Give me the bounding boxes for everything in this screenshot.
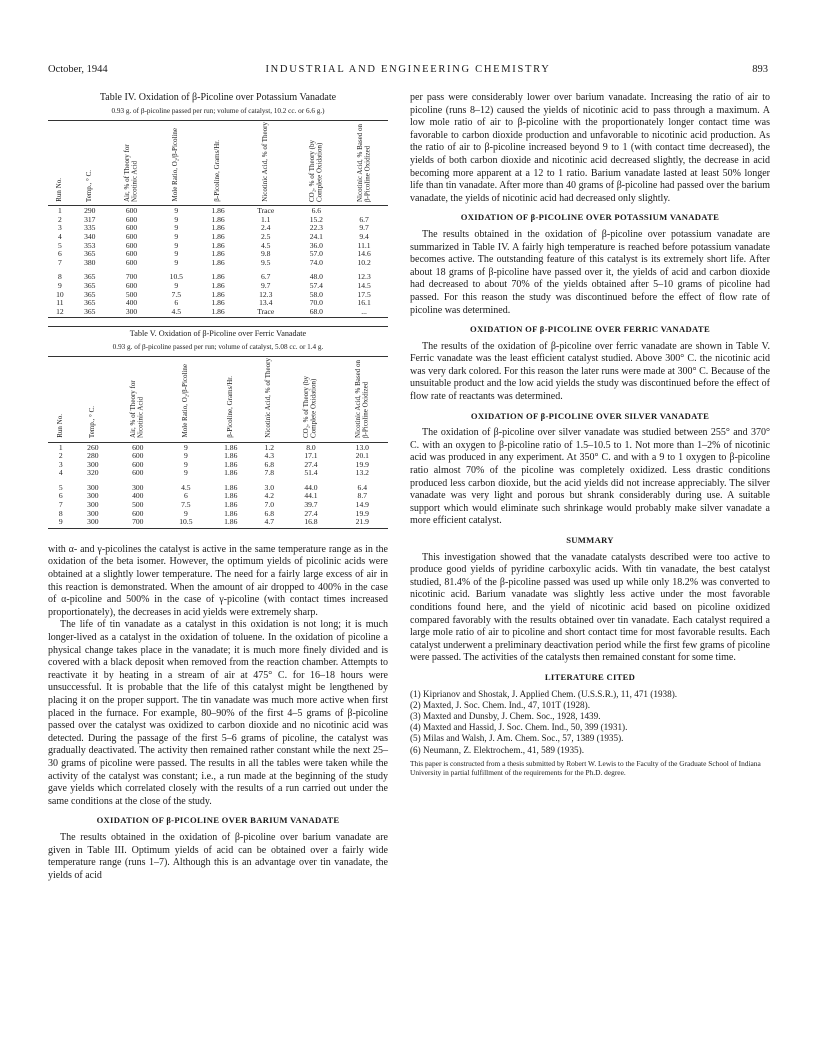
table-cell: 1.86 [224,459,238,469]
paragraph: per pass were considerably lower over barium vanadate. Increasing the ratio of air to picoline (runs 8–12) caused the yields of nicotinic acid to pass through a maximum. A low mole ratio of air to β-picoline with the proportionately longer contact time was favorable to carbon dioxide production and unfavorable to nicotinic acid production. As the ratio of air to β-picoline increased beyond 9 to 1 (with contact time decreased), the yields of both carbon dioxide and nicotinic acid decreased slightly, the decrease in acid becoming more apparent at a 12 to 1 ratio. Barium vanadate lasted at least 50% longer life than tin vanadate. After more than 40 grams of β-picoline had passed over the barium vanadate, the yields of nicotinic acid had decreased only slightly. [410,92,770,204]
table-cell: 9 [183,442,188,452]
table-cell: 10.2 [357,257,371,267]
column-header: Mole Ratio, O₂/β-Picoline [181,364,190,438]
table-cell: 9 [174,257,179,267]
column-header: Temp., ° C. [84,169,93,202]
table-cell: 14.5 [357,280,371,290]
table-cell: 58.0 [309,289,323,299]
column-header: β-Picoline, Grams/Hr. [225,376,234,438]
right-column [410,92,770,777]
table-cell: 6 [174,298,179,308]
paragraph: This investigation showed that the vanadate catalysts described were too active to produce good yields of pyridine carboxylic acids. With tin vanadate, the best catalyst studied, 81.4% of the β-picoline passed was used up while only 18.2% was converted to nicotinic acid. Barium vanadate was slightly less active under the most favorable conditions found here, and the yield of nicotinic acid based on picoline oxidized compared favorably with the results obtained over tin vanadate. Each catalyst required a large mole ratio of air to picoline and short contact time for most favorable results. Each catalyst underwent a preliminary deactivation period while the first few grams of picoline were passed. The activities of the catalysts then remained constant for some time. [410,551,770,664]
table-cell: 6 [58,249,62,259]
table-cell: 600 [132,459,144,469]
table-row [48,469,388,478]
section-heading: OXIDATION OF β-PICOLINE OVER BARIUM VANADATE [96,815,340,826]
table-cell: 51.4 [304,468,318,478]
table-cell: 7.8 [264,468,275,478]
table-cell: 19.9 [355,508,369,518]
column-header: CO₂, % of Theory (by Complete Oxidation) [302,375,318,438]
table-cell: 300 [87,517,99,527]
table-cell: 24.1 [309,231,323,241]
table-cell: 13.0 [355,442,369,452]
table-cell: 6.7 [359,214,369,224]
header-page-number: 893 [752,64,768,75]
table-cell: 9 [183,468,188,478]
table-cell: 48.0 [309,272,323,282]
table-cell: 9 [183,508,188,518]
table-cell: 14.9 [355,500,369,510]
table-cell: 19.9 [355,459,369,469]
table-cell: 9 [174,280,179,290]
column-header: CO₂, % of Theory (by Complete Oxidation) [307,139,324,202]
table-cell: 8 [58,272,62,282]
table-cell: 6.6 [311,206,322,216]
table-cell: 317 [84,214,96,224]
table-row [48,501,388,510]
table-cell: 600 [125,214,138,224]
table-cell: 9.7 [359,223,369,233]
section-heading: LITERATURE CITED [544,671,636,682]
table-cell: 11 [56,298,64,308]
table-cell: 1 [58,206,62,216]
table-cell: 300 [87,482,99,492]
table-cell: 9 [174,206,179,216]
table-cell: 600 [125,280,138,290]
table-cell: 1.86 [211,206,225,216]
table-cell: 365 [84,306,96,316]
table-cell: 300 [87,500,99,510]
table-cell: 3 [58,459,63,469]
table-cell: 2.5 [260,231,271,241]
table-cell: 17.5 [357,289,371,299]
table-cell: 9.7 [260,280,271,290]
table-v [48,326,388,530]
table-cell: 260 [87,442,99,452]
section-heading: SUMMARY [566,535,614,545]
table-cell: 1.86 [224,491,238,501]
table-cell: 21.9 [355,517,369,527]
table-cell: ... [361,306,367,316]
table-cell: 1.86 [211,289,225,299]
table-cell: 36.0 [309,240,323,250]
table-cell: 10 [56,289,64,299]
reference-item: (3) Maxted and Dunsby, J. Chem. Soc., 1928, 1439. [410,710,601,721]
table-cell: 380 [84,257,96,267]
table-cell: 300 [87,491,99,501]
table-cell: 1.86 [211,272,225,282]
table-cell: 12 [56,306,64,316]
table-cell: 20.1 [355,451,369,461]
column-header: Run No. [56,414,65,438]
reference-item: (2) Maxted, J. Soc. Chem. Ind., 47, 101T (1928). [410,699,590,710]
left-column [48,92,388,882]
table-cell: 600 [125,231,138,241]
table-cell: 22.3 [309,223,323,233]
table-cell: 335 [84,223,96,233]
table-cell: 4.5 [260,240,271,250]
table-cell: 2.4 [260,223,271,233]
table-cell: 2 [58,214,62,224]
page-header [48,64,768,80]
table-cell: 68.0 [309,306,323,316]
column-header: Temp., ° C. [88,405,97,438]
table-cell: 10.5 [169,272,183,282]
column-header: Run No. [55,177,64,202]
header-journal: INDUSTRIAL AND ENGINEERING CHEMISTRY [265,64,551,75]
table-cell: 44.1 [304,491,318,501]
table-row [48,461,388,470]
table-cell: 1.86 [211,257,225,267]
table-row [48,259,388,268]
table-cell: 600 [125,240,138,250]
table-cell: 400 [125,298,138,308]
table-v-subcaption: 0.93 g. of β-picoline passed per run; volume of catalyst, 5.08 cc. or 1.4 g. [112,343,324,352]
table-cell: 500 [132,500,144,510]
table-cell: 1.86 [224,508,238,518]
table-cell: 2 [58,451,63,461]
table-cell: 16.1 [357,298,371,308]
table-cell: 9 [183,459,188,469]
table-cell: 1.86 [211,223,225,233]
table-cell: 9 [174,214,179,224]
table-cell: 1.86 [211,306,225,316]
paragraph: The results obtained in the oxidation of β-picoline over barium vanadate are given in Table III. Optimum yields of acid can be obtained over a fairly wide temperature range (runs 1–7). Although this is an advantage over tin vanadate, the yields of acid [48,831,388,881]
column-header: Nicotinic Acid, % of Theory [260,121,269,202]
table-cell: 600 [125,257,138,267]
table-cell: 1.86 [224,451,238,461]
table-cell: 300 [125,306,138,316]
table-cell: 9.4 [359,231,369,241]
table-cell: 600 [132,442,144,452]
table-cell: 7.0 [264,500,275,510]
table-cell: 600 [125,249,138,259]
table-cell: 365 [84,289,96,299]
table-cell: 600 [125,223,138,233]
table-cell: 7 [58,500,63,510]
table-cell: 4 [58,231,62,241]
table-cell: 400 [132,491,144,501]
table-cell: 9.5 [260,257,271,267]
table-iv-subcaption: 0.93 g. of β-picoline passed per run; volume of catalyst, 10.2 cc. or 6.6 g.) [111,107,325,115]
table-cell: 13.4 [259,298,273,308]
table-cell: 365 [84,298,96,308]
table-cell: 600 [132,508,144,518]
reference-item: (1) Kiprianov and Shostak, J. Applied Chem. (U.S.S.R.), 11, 471 (1938). [410,688,678,699]
table-cell: 320 [87,468,99,478]
table-cell: 1.86 [224,482,238,492]
table-cell: 10.5 [179,517,193,527]
table-cell: 6 [183,491,188,501]
table-cell: 9 [174,231,179,241]
table-cell: 7 [58,257,62,267]
table-cell: 300 [132,482,144,492]
table-cell: 27.4 [304,459,318,469]
table-v-caption: Table V. Oxidation of β-Picoline over Ferric Vanadate [129,329,307,339]
table-cell: 600 [132,468,144,478]
table-cell: 4.2 [264,491,275,501]
column-header: Nicotinic Acid, % Based on β-Picoline Oxidized [355,123,372,202]
table-cell: 17.1 [304,451,318,461]
table-cell: 5 [58,240,62,250]
table-cell: 365 [84,280,96,290]
table-cell: 1.86 [211,214,225,224]
table-cell: 70.0 [309,298,323,308]
table-cell: 14.6 [357,249,371,259]
column-header: Mole Ratio, O₂/β-Picoline [171,128,180,202]
header-date: October, 1944 [48,64,108,75]
table-cell: 6.7 [260,272,271,282]
table-cell: 600 [125,206,138,216]
table-cell: 3 [58,223,62,233]
table-cell: 57.4 [309,280,323,290]
table-row [48,510,388,519]
table-cell: 8 [58,508,63,518]
table-cell: 1.86 [211,231,225,241]
table-iv-caption: Table IV. Oxidation of β-Picoline over Potassium Vanadate [99,92,337,103]
section-heading: OXIDATION OF β-PICOLINE OVER FERRIC VANADATE [470,324,710,335]
table-row [48,518,388,527]
paragraph: The oxidation of β-picoline over silver vanadate was studied between 255° and 370° C. with an oxygen to β-picoline ratio of 1.5–10.5 to 1. Not more than 1–2% of nicotinic acid was produced in any experiment. At 350° C. and with a 9 to 1 oxygen to β-picoline ratio almost 70% of the picoline was completely oxidized. Less drastic conditions produced less carbon dioxide, but the acid yields did not increase appreciably. The silver vanadate was very light and porous but shrank considerably during use. A suitable support which would eliminate such shrinkage would probably make silver vanadate a more efficient catalyst. [410,427,770,527]
table-cell: 9 [58,280,62,290]
table-cell: 353 [84,240,96,250]
table-cell: 27.4 [304,508,318,518]
table-cell: 4.5 [171,306,182,316]
footnote: This paper is constructed from a thesis submitted by Robert W. Lewis to the Faculty of the Graduate School of Indiana University in partial fulfillment of the requirements for the Ph.D. degree. [410,758,761,777]
table-cell: 1.1 [260,214,271,224]
table-row [48,452,388,461]
table-cell: 1.86 [224,500,238,510]
references-list [410,689,770,756]
table-cell: 13.2 [355,468,369,478]
table-cell: 5 [58,482,63,492]
table-cell: 7.5 [171,289,182,299]
table-cell: 9 [183,451,188,461]
table-cell: 3.0 [264,482,275,492]
table-row [48,492,388,501]
table-cell: 9 [58,517,63,527]
table-cell: 600 [132,451,144,461]
table-cell: 1.86 [211,280,225,290]
table-cell: 365 [84,272,96,282]
table-iv [48,92,388,319]
table-row [48,308,388,317]
table-cell: Trace [257,206,275,216]
table-cell: 1.86 [224,442,238,452]
table-cell: 15.2 [309,214,323,224]
table-cell: 6.8 [264,508,275,518]
paragraph: with α- and γ-picolines the catalyst is active in the same temperature range as in the oxidation of the beta isomer. However, the optimum yields of picolinic acids were obtained at a slightly lower temperature. The need for a fairly large excess of air in this reaction is demonstrated. When the amount of air dropped to 400% in the case of α-picoline and 500% in the case of γ-picoline (with contact times increased proportionately), the decreases in acid yields were extremely sharp. [48,543,388,618]
reference-item: (5) Milas and Walsh, J. Am. Chem. Soc., 57, 1389 (1935). [410,733,624,744]
table-cell: 6.8 [264,459,275,469]
table-cell: 8.0 [306,442,316,452]
table-cell: 8.7 [357,491,368,501]
column-header: Air, % of Theory for Nicotinic Acid [129,380,145,438]
table-cell: 6.4 [357,482,368,492]
table-cell: 290 [84,206,96,216]
column-header: Nicotinic Acid, % of Theory [264,358,273,438]
table-cell: 9 [174,249,179,259]
paragraph: The results obtained in the oxidation of β-picoline over potassium vanadate are summarized in Table IV. A fairly high temperature is reached before potassium vanadate becomes active. The outstanding feature of this catalyst is its extremely short life. After about 18 grams of β-picoline have passed over it, the yields of acid and carbon dioxide had decreased to about 70% of the yields obtained after 5–10 grams of picoline had passed. For this reason the study was discontinued before the effect of flow rate of picoline was determined. [410,228,770,316]
table-row [48,444,388,453]
table-cell: 74.0 [309,257,323,267]
table-cell: 700 [132,517,144,527]
table-cell: 7.5 [181,500,191,510]
table-cell: 365 [84,249,96,259]
table-cell: 1.86 [211,249,225,259]
table-cell: 11.1 [357,240,371,250]
table-cell: 1.86 [224,468,238,478]
table-cell: 9 [174,240,179,250]
table-cell: 1.2 [264,442,275,452]
table-cell: 280 [87,451,99,461]
column-header: Air, % of Theory for Nicotinic Acid [122,143,139,202]
column-header: Nicotinic Acid, % Based on β-Picoline Oxidized [353,359,370,438]
table-cell: 4.7 [264,517,275,527]
table-cell: 4.5 [181,482,191,492]
section-heading: OXIDATION OF β-PICOLINE OVER POTASSIUM VANADATE [460,212,720,223]
table-cell: 1.86 [224,517,238,527]
table-cell: 340 [84,231,96,241]
reference-item: (6) Neumann, Z. Elektrochem., 41, 589 (1935). [410,744,585,755]
table-cell: 16.8 [304,517,318,527]
table-cell: 39.7 [304,500,318,510]
table-cell: 12.3 [259,289,273,299]
table-cell: 4.3 [264,451,275,461]
table-cell: 500 [125,289,138,299]
column-header: β-Picoline, Grams/Hr. [213,139,222,202]
table-cell: 12.3 [357,272,371,282]
reference-item: (4) Maxted and Hassid, J. Soc. Chem. Ind., 50, 399 (1931). [410,722,628,733]
section-heading: OXIDATION OF β-PICOLINE OVER SILVER VANADATE [470,410,710,421]
table-cell: 9.8 [260,249,271,259]
table-cell: 44.0 [304,482,318,492]
paragraph: The results of the oxidation of β-picoline over ferric vanadate are shown in Table V. Ferric vanadate was the least efficient catalyst studied. Above 300° C. the nicotinic acid was very dark colored. For this reason the later runs were made at 300° C. Because of the unsuitable product and the low acid yields the study was discontinued before the effect of flow rate of reactants was determined. [410,340,770,403]
table-cell: 1.86 [211,298,225,308]
table-cell: 300 [87,508,99,518]
table-cell: 1 [58,442,63,452]
table-cell: Trace [257,306,275,316]
table-v-grid [48,358,388,530]
table-cell: 300 [87,459,99,469]
table-iv-grid [48,122,388,320]
table-cell: 1.86 [211,240,225,250]
table-cell: 9 [174,223,179,233]
table-cell: 700 [125,272,138,282]
table-cell: 57.0 [309,249,323,259]
paragraph: The life of tin vanadate as a catalyst in this oxidation is not long; it is much longer-lived as a catalyst in the oxidation of toluene. In the oxidation of picoline a physical change takes place in the vanadate; it is much more finely divided and is covered with a black deposit when removed from the reaction chamber. Attempts to reactivate it by heating in a stream of air at 475° C. for 16–18 hours were unsuccessful. It is probable that the life of this catalyst might be lengthened by placing it on the proper support. The tin vanadate was much more active when first placed in the furnace. For example, 80–90% of the first 4–5 grams of β-picoline passed over the catalyst was oxidized to carbon dioxide and no nicotinic acid was detected. During the passage of the first 5–6 grams of picoline, the catalyst was gradually deactivated. The activity then remained rather constant while the next 25–30 grams of picoline were passed. The results in all the tables were taken while the activity of the catalyst was constant; i.e., a run made at the beginning of the study gave yields which correlated closely with the results of a run carried out under the same conditions at the close of the study. [48,619,388,807]
table-cell: 4 [58,468,63,478]
table-row [48,484,388,493]
table-cell: 6 [58,491,63,501]
